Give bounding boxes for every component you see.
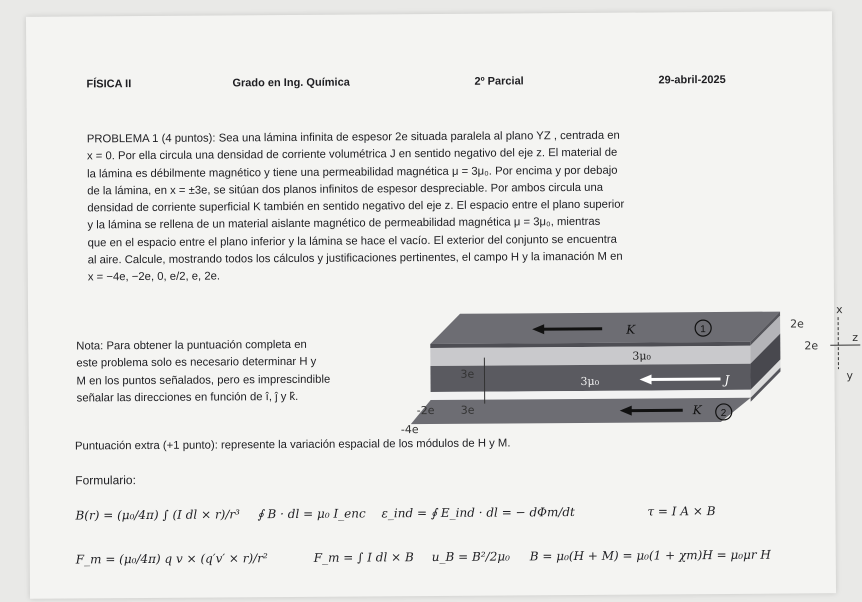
problem-line: al aire. Calcule, mostrando todos los cálculos y justificaciones pertinentes, el campo H y la imanación M en: [87, 250, 623, 267]
nota-line: este problema solo es necesario determinar H y: [76, 356, 317, 370]
hand-minus4e: -4e: [400, 423, 419, 437]
slab-diagram: [400, 303, 861, 437]
formula-force-charges: F_m = (μ₀/4π) q v × (q′v′ × r)/r²: [75, 551, 268, 567]
label-j: J: [724, 372, 730, 387]
formula-b-h-m: B = μ₀(H + M) = μ₀(1 + χm)H = μ₀μr H: [529, 547, 771, 564]
label-2: 2: [720, 407, 727, 419]
hand-2e-axis: 2e: [804, 339, 819, 353]
formula-force-current: F_m = ∫ I dl × B: [313, 550, 414, 565]
label-k-top: K: [626, 322, 636, 337]
axis-y-label: y: [846, 369, 854, 383]
label-3mu-upper: 3μ₀: [632, 349, 651, 363]
nota-line: M en los puntos señalados, pero es imprescindible: [76, 373, 331, 388]
formula-faraday: ε_ind = ∮ E_ind · dl = − dΦm/dt: [381, 505, 575, 521]
nota-block: [76, 336, 416, 408]
top-plane: [430, 312, 780, 344]
exam-sheet: [26, 11, 859, 599]
nota-line: señalar las direcciones en función de î, ĵ y k̂.: [76, 390, 299, 405]
exam-header: [26, 73, 832, 99]
problem-line: densidad de corriente superficial K también en sentido negativo del eje z. El espacio entre el plano superior: [87, 198, 625, 215]
exam-name: 2º Parcial: [474, 75, 524, 88]
exam-date: 29-abril-2025: [658, 73, 726, 87]
extra-points: Puntuación extra (+1 punto): represente la variación espacial de los módulos de H y M.: [74, 437, 511, 453]
hand-3e-left: 3e: [460, 367, 475, 381]
label-1: 1: [700, 324, 706, 336]
formula-ampere: ∮ B · dl = μ₀ I_enc: [257, 506, 366, 522]
formula-energy-density: u_B = B²/2μ₀: [431, 549, 510, 565]
course-name: FÍSICA II: [86, 78, 132, 91]
label-3mu-slab: 3μ₀: [580, 374, 600, 388]
problem-line: x = −4e, −2e, 0, e/2, e, 2e.: [87, 270, 221, 284]
hand-2e-top: 2e: [790, 317, 804, 331]
problem-statement: [87, 126, 800, 287]
problem-line: la lámina es débilmente magnético y tiene una permeabilidad magnética μ = 3μ₀. Por encima y por debajo: [87, 164, 618, 180]
axis-z-label: z: [852, 331, 859, 345]
hand-3e-low: 3e: [460, 403, 475, 417]
problem-line: que en el espacio entre el plano inferior y la lámina se hace el vacío. El exterior del conjunto se encuentra: [87, 233, 617, 250]
hand-minus2e: -2e: [416, 403, 435, 418]
problem-line: de la lámina, en x = ±3e, se sitúan dos planos infinitos de espesor despreciable. Por ambos circula una: [87, 181, 604, 198]
nota-line: Nota: Para obtener la puntuación completa en: [76, 338, 307, 353]
problem-line: y la lámina se rellena de un material aislante magnético de permeabilidad magnética μ = 3μ₀, mientras: [87, 216, 601, 232]
axis-x-label: x: [835, 303, 843, 317]
upper-region: [430, 346, 750, 366]
formulario-title: Formulario:: [75, 473, 136, 488]
problem-line: PROBLEMA 1 (4 puntos): Sea una lámina infinita de espesor 2e situada paralela al plano YZ , centrada en: [86, 129, 620, 146]
degree-name: Grado en Ing. Química: [232, 76, 350, 90]
problem-line: x = 0. Por ella circula una densidad de corriente volumétrica J en sentido negativo del eje z. El material de: [86, 146, 618, 163]
formula-torque: τ = I A × B: [647, 504, 716, 519]
formula-biot-savart: B(r) = (μ₀/4π) ∫ (I dl × r)/r³: [75, 507, 240, 523]
label-k-bottom: K: [692, 403, 702, 418]
